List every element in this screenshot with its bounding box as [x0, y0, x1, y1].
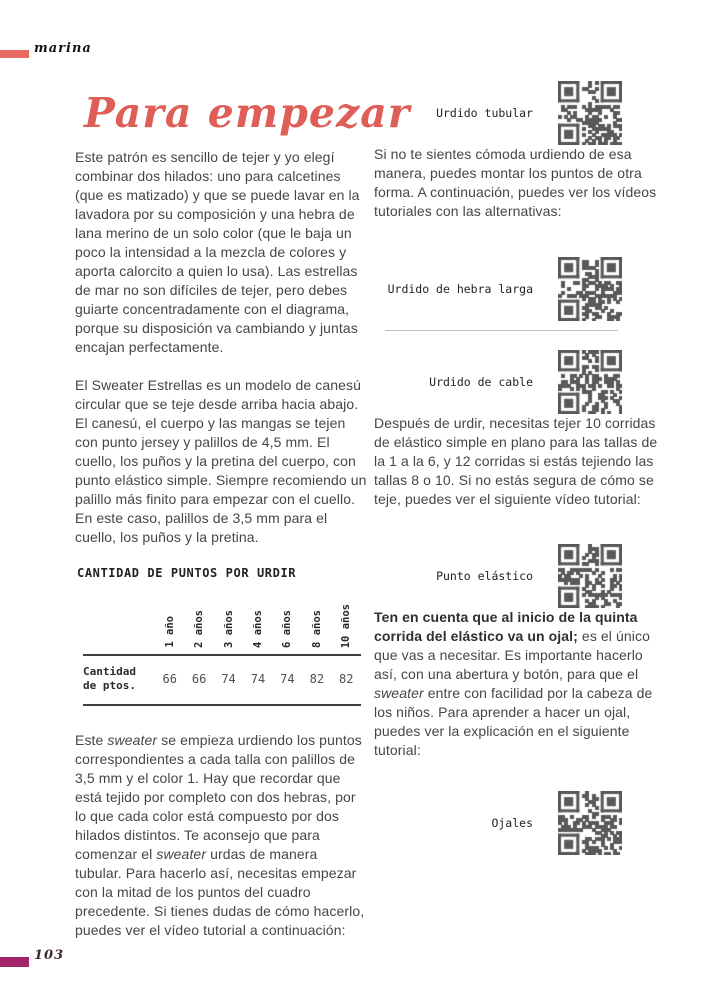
table-col-header: 3 años	[222, 610, 235, 648]
qr-code-urdido-tubular-icon	[558, 81, 622, 145]
brand-name: marina	[34, 41, 92, 56]
qr-code-hebra-larga-icon	[558, 257, 622, 321]
paragraph-sweater-description: El Sweater Estrellas es un modelo de canesú circular que se teje desde arriba hacia abajo. El canesú, el cuerpo y las mangas se tejen con punto jersey y palillos de 4,5 mm. El cuello, los puños y la pretina del cuerpo, con punto elástico simple. Siempre recomiendo un palillo más finito para empezar con el cuello. En este caso, palillos de 3,5 mm para el cuello, los puños y la pretina.	[75, 377, 367, 545]
qr-code-punto-elastico-icon	[558, 544, 622, 608]
table-values	[155, 672, 361, 686]
qr-code-urdido-cable-icon	[558, 350, 622, 414]
right-column	[374, 81, 664, 855]
qr-code-ojales-icon	[558, 791, 622, 855]
qr-label-punto-elastico: Punto elástico	[436, 569, 533, 583]
table-size-headers	[155, 604, 361, 648]
qr-label-ojales: Ojales	[491, 816, 533, 830]
page-number: 103	[34, 948, 65, 963]
table-col-header: 2 años	[193, 610, 206, 648]
paragraph-cast-on-instructions: Este sweater se empieza urdiendo los puntos correspondientes a cada talla con palillos de 3,5 mm y el color 1. Hay que recordar que está tejido por completo con dos hebras, por lo que cada color está compuesto por dos hilados distintos. Te aconsejo que para comenzar el sweater urdas de manera tubular. Para hacerlo así, necesitas empezar con la mitad de los puntos del cuadro precedente. Si tienes dudas de cómo hacerlo, puedes ver el vídeo tutorial a continuación:	[75, 732, 365, 938]
qr-section-hebra-larga	[374, 257, 664, 321]
table-cell: 82	[339, 672, 354, 686]
paragraph-buttonhole: Ten en cuenta que al inicio de la quinta corrida del elástico va un ojal; es el único que vas a necesitar. Es importante hacerlo así, con una abertura y botón, para que el sweater entre con facilidad por la cabeza de los niños. Para aprender a hacer un ojal, puedes ver la explicación en el siguiente tutorial:	[374, 609, 653, 758]
left-column	[75, 148, 367, 959]
table-cell: 74	[250, 672, 266, 686]
qr-label-urdido-tubular: Urdido tubular	[436, 106, 533, 120]
table-cell: 66	[162, 672, 177, 686]
table-title: CANTIDAD DE PUNTOS POR URDIR	[77, 566, 297, 580]
page-title: Para empezar	[84, 89, 411, 138]
paragraph-alternatives: Si no te sientes cómoda urdiendo de esa manera, puedes montar los puntos de otra forma. A continuación, puedes ver los vídeos tutoriales con las alternativas:	[374, 146, 657, 219]
paragraph-intro: Este patrón es sencillo de tejer y yo elegí combinar dos hilados: uno para calcetines (que es matizado) y que se puede lavar en la lavadora por su composición y una hebra de lana merino de un solo color (que le baja un poco la intensidad a la mezcla de colores y aporta calorcito a quien lo usa). Las estrellas de mar no son difíciles de tejer, pero debes guiarte concentradamente con el diagrama, porque su disposición va cambiando y juntas encajan perfectamente.	[75, 149, 360, 355]
table-cell: 66	[191, 672, 207, 686]
section-divider	[385, 330, 618, 331]
bottom-accent-bar	[0, 957, 29, 967]
buttonhole-bold-lead: Ten en cuenta que al inicio de la quinta corrida del elástico va un ojal;	[374, 609, 638, 644]
top-accent-bar	[0, 50, 29, 58]
table-row	[83, 654, 361, 706]
table-col-header: 1 año	[163, 616, 176, 648]
table-col-header: 6 años	[281, 610, 294, 648]
qr-section-ojales	[374, 791, 664, 855]
qr-section-urdido-tubular	[374, 81, 664, 145]
table-col-header: 4 años	[251, 610, 264, 648]
table-cell: 82	[309, 672, 325, 686]
qr-section-punto-elastico	[374, 544, 664, 608]
table-col-header: 8 años	[310, 610, 323, 648]
cast-on-table	[77, 566, 361, 706]
table-row-label: Cantidad de ptos.	[83, 665, 136, 692]
table-col-header: 10 años	[340, 603, 353, 648]
paragraph-elastic-rows: Después de urdir, necesitas tejer 10 corridas de elástico simple en plano para las tallas de la 1 a la 6, y 12 corridas si estás tejiendo las tallas 8 o 10. Si no estás segura de cómo se teje, puedes ver el siguiente vídeo tutorial:	[374, 415, 658, 507]
qr-label-hebra-larga: Urdido de hebra larga	[387, 282, 533, 296]
table-header-row	[83, 590, 361, 648]
qr-label-urdido-cable: Urdido de cable	[429, 375, 533, 389]
table-cell: 74	[280, 672, 295, 686]
qr-section-urdido-cable	[374, 350, 664, 414]
table-cell: 74	[221, 672, 236, 686]
